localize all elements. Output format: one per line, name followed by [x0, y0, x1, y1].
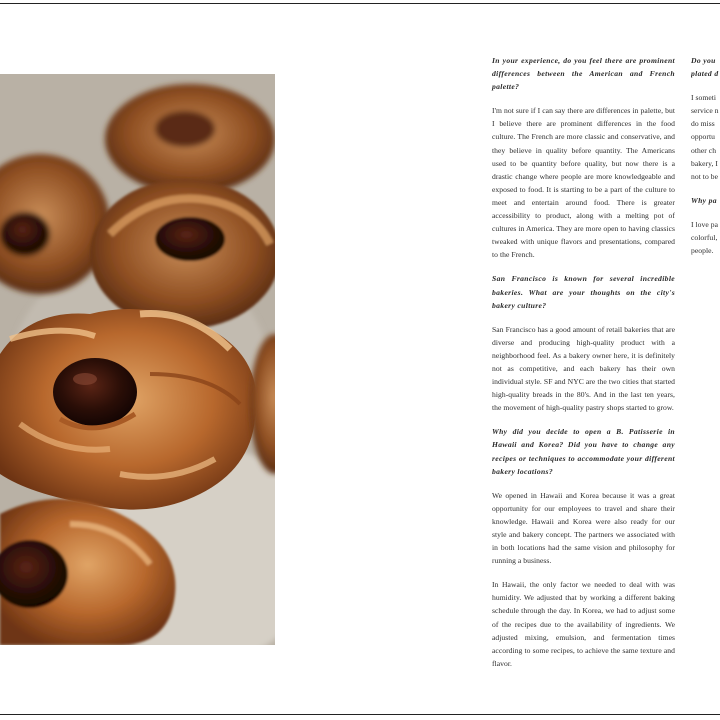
interview-question: Why did you decide to open a B. Patisserie in Hawaii and Korea? Did you have to change any recipes or techniques to accommodate your different bakery locations?	[492, 427, 675, 476]
interview-answer: San Francisco has a good amount of retail bakeries that are diverse and producing high-quality product with a neighborhood feel. As a bakery owner here, it is definitely not as competitive, and each bakery has their own individual style. SF and NYC are the two cities that started high-quality breads in the 80's. And in the last ten years, the movement of high-quality pastry shops started to grow.	[492, 324, 675, 413]
interview-column	[492, 54, 675, 681]
interview-answer: In Hawaii, the only factor we needed to deal with was humidity. We adjusted that by working a different baking schedule through the day. In Korea, we had to adjust some of the recipes due to the availability of ingredients. We adjusted mixing, emulsion, and fermentation times according to some recipes, to achieve the same texture and flavor.	[492, 580, 675, 668]
next-column-clip	[691, 0, 720, 720]
page-bottom-rule	[0, 714, 720, 715]
pastry-center	[0, 309, 257, 510]
interview-answer: We opened in Hawaii and Korea because it was a great opportunity for our employees to travel and share their knowledge. Hawaii and Korea were also ready for our style and bakery concept. The partners we associated with in both locations had the same vision and philosophy for running a business.	[492, 490, 675, 566]
page-top-rule	[0, 3, 720, 4]
interview-question-fragment: Why pa	[691, 195, 717, 205]
interview-question: In your experience, do you feel there are prominent differences between the American and French palette?	[492, 56, 675, 92]
next-interview-column	[691, 54, 720, 268]
pastry-upper-right	[90, 179, 275, 329]
interview-question-fragment: Do you plated d	[691, 56, 719, 79]
interview-answer-fragment: I love pa colorful, people.	[691, 219, 719, 256]
pastry-back-top	[105, 84, 275, 194]
pastry-photo	[0, 74, 275, 645]
interview-answer: I'm not sure if I can say there are differences in palette, but I believe there are prominent differences in the food culture. The French are more classic and conservative, and they believe in quality before quantity. The Americans used to be quantity before quality, but now there is a drastic change where people are more knowledgeable and exposed to food. It is starting to be a part of the culture to meet and entertain around food. There is greater accessibility to product, along with a melting pot of cultures in America. They are more open to having classics tweaked with unique flavors and presentations, compared to the French.	[492, 106, 675, 260]
interview-question: San Francisco is known for several incredible bakeries. What are your thoughts on the city's bakery culture?	[492, 274, 675, 310]
interview-answer-fragment: I someti service n do miss opportu other ch bakery, I not to be	[691, 93, 719, 181]
